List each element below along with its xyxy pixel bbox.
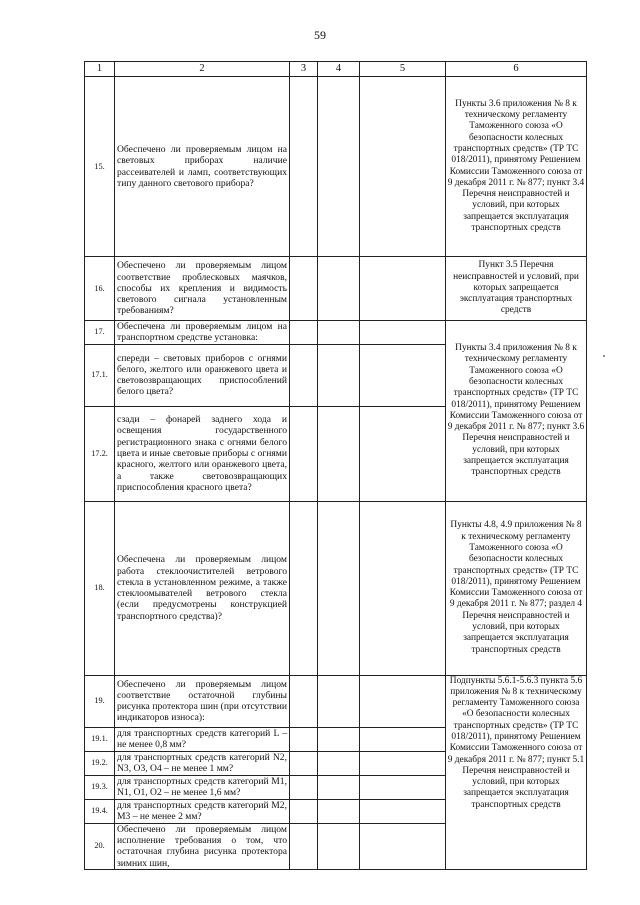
requirement-reference: Подпункты 5.6.1-5.6.3 пункта 5.6 приложения № 8 к техническому регламенту Таможенного союза «О безопасности колесных транспортных средств» (ТР ТС 018/2011), принятому Решением Комиссии Таможенного союза от 9 декабря 2011 г. № 877; пункт 5.1 Перечня неисправностей и условий, при которых запрещается эксплуатация транспортных средств (446, 675, 587, 869)
answer-cell-yes[interactable] (290, 799, 318, 823)
answer-cell-na[interactable] (360, 257, 446, 321)
table-header-row (85, 62, 587, 77)
answer-cell-no[interactable] (318, 799, 360, 823)
answer-cell-na[interactable] (360, 406, 446, 501)
row-question: спереди – световых приборов с огнями белого, желтого или оранжевого цвета и световозвращающих приспособлений белого цвета? (115, 344, 290, 406)
answer-cell-no[interactable] (318, 775, 360, 799)
row-question: для транспортных средств категорий M2, M3 – не менее 2 мм? (115, 799, 290, 823)
answer-cell-no[interactable] (318, 344, 360, 406)
answer-cell-yes[interactable] (290, 257, 318, 321)
row-number: 17. (85, 321, 115, 345)
row-question: Обеспечено ли проверяемым лицом соответствие остаточной глубины рисунка протектора шин (при отсутствии индикаторов износа): (115, 675, 290, 727)
answer-cell-na[interactable] (360, 77, 446, 257)
col-header-5: 5 (360, 62, 446, 77)
answer-cell-no[interactable] (318, 727, 360, 751)
table-row (85, 257, 587, 321)
row-number: 19. (85, 675, 115, 727)
answer-cell-na[interactable] (360, 675, 446, 727)
row-number: 19.2. (85, 751, 115, 775)
answer-cell-yes[interactable] (290, 321, 318, 345)
col-header-2: 2 (115, 62, 290, 77)
page-number: 59 (314, 28, 326, 42)
scan-speck (603, 355, 605, 357)
row-number: 19.1. (85, 727, 115, 751)
answer-cell-na[interactable] (360, 344, 446, 406)
row-question: Обеспечено ли проверяемым лицом на световых приборах наличие рассеивателей и ламп, соответствующих типу данного светового прибора? (115, 77, 290, 257)
answer-cell-na[interactable] (360, 799, 446, 823)
row-number: 15. (85, 77, 115, 257)
answer-cell-yes[interactable] (290, 344, 318, 406)
row-number: 17.2. (85, 406, 115, 501)
answer-cell-yes[interactable] (290, 675, 318, 727)
requirement-reference: Пункты 4.8, 4.9 приложения № 8 к техническому регламенту Таможенного союза «О безопасности колесных транспортных средств» (ТР ТС 018/2011), принятому Решением Комиссии Таможенного союза от 9 декабря 2011 г. № 877; раздел 4 Перечня неисправностей и условий, при которых запрещается эксплуатация транспортных средств (446, 501, 587, 675)
answer-cell-yes[interactable] (290, 775, 318, 799)
row-question: Обеспечена ли проверяемым лицом на транспортном средстве установка: (115, 321, 290, 345)
row-question: сзади – фонарей заднего хода и освещения государственного регистрационного знака с огнями белого цвета и иные световые приборы с огнями красного, желтого или оранжевого цвета, а также световозвращающих приспособления красного цвета? (115, 406, 290, 501)
answer-cell-no[interactable] (318, 675, 360, 727)
answer-cell-yes[interactable] (290, 727, 318, 751)
row-question: для транспортных средств категорий L – не менее 0,8 мм? (115, 727, 290, 751)
answer-cell-yes[interactable] (290, 77, 318, 257)
col-header-3: 3 (290, 62, 318, 77)
row-number: 16. (85, 257, 115, 321)
answer-cell-na[interactable] (360, 501, 446, 675)
checklist-table (84, 61, 587, 870)
table-row (85, 321, 587, 345)
answer-cell-no[interactable] (318, 321, 360, 345)
answer-cell-yes[interactable] (290, 823, 318, 869)
answer-cell-na[interactable] (360, 727, 446, 751)
answer-cell-na[interactable] (360, 775, 446, 799)
row-question: для транспортных средств категорий M1, N1, O1, O2 – не менее 1,6 мм? (115, 775, 290, 799)
row-question: Обеспечено ли проверяемым лицом соответствие проблесковых маячков, способы их крепления и видимость светового сигнала установленным требованиям? (115, 257, 290, 321)
answer-cell-no[interactable] (318, 257, 360, 321)
table-row (85, 675, 587, 727)
row-number: 19.4. (85, 799, 115, 823)
answer-cell-no[interactable] (318, 823, 360, 869)
row-number: 19.3. (85, 775, 115, 799)
answer-cell-no[interactable] (318, 406, 360, 501)
row-question: Обеспечена ли проверяемым лицом работа стеклоочистителей ветрового стекла в установленном режиме, а также стеклоомывателей ветрового стекла (если предусмотрены конструкцией транспортного средства)? (115, 501, 290, 675)
requirement-reference: Пункты 3.6 приложения № 8 к техническому регламенту Таможенного союза «О безопасности колесных транспортных средств» (ТР ТС 018/2011), принятому Решением Комиссии Таможенного союза от 9 декабря 2011 г. № 877; пункт 3.4 Перечня неисправностей и условий, при которых запрещается эксплуатация транспортных средств (446, 77, 587, 257)
requirement-reference: Пункты 3.4 приложения № 8 к техническому регламенту Таможенного союза «О безопасности колесных транспортных средств» (ТР ТС 018/2011), принятому Решением Комиссии Таможенного союза от 9 декабря 2011 г. № 877; пункт 3.6 Перечня неисправностей и условий, при которых запрещается эксплуатация транспортных средств (446, 321, 587, 502)
row-question: Обеспечено ли проверяемым лицом исполнение требования о том, что остаточная глубина рисунка протектора зимних шин, (115, 823, 290, 869)
row-number: 18. (85, 501, 115, 675)
col-header-1: 1 (85, 62, 115, 77)
answer-cell-yes[interactable] (290, 406, 318, 501)
requirement-reference: Пункт 3.5 Перечня неисправностей и условий, при которых запрещается эксплуатация транспортных средств (446, 257, 587, 321)
answer-cell-yes[interactable] (290, 751, 318, 775)
answer-cell-no[interactable] (318, 751, 360, 775)
table-row (85, 501, 587, 675)
answer-cell-no[interactable] (318, 77, 360, 257)
answer-cell-na[interactable] (360, 823, 446, 869)
row-number: 20. (85, 823, 115, 869)
table-row (85, 77, 587, 257)
row-number: 17.1. (85, 344, 115, 406)
col-header-6: 6 (446, 62, 587, 77)
answer-cell-no[interactable] (318, 501, 360, 675)
answer-cell-yes[interactable] (290, 501, 318, 675)
answer-cell-na[interactable] (360, 751, 446, 775)
row-question: для транспортных средств категорий N2, N3, O3, O4 – не менее 1 мм? (115, 751, 290, 775)
col-header-4: 4 (318, 62, 360, 77)
answer-cell-na[interactable] (360, 321, 446, 345)
